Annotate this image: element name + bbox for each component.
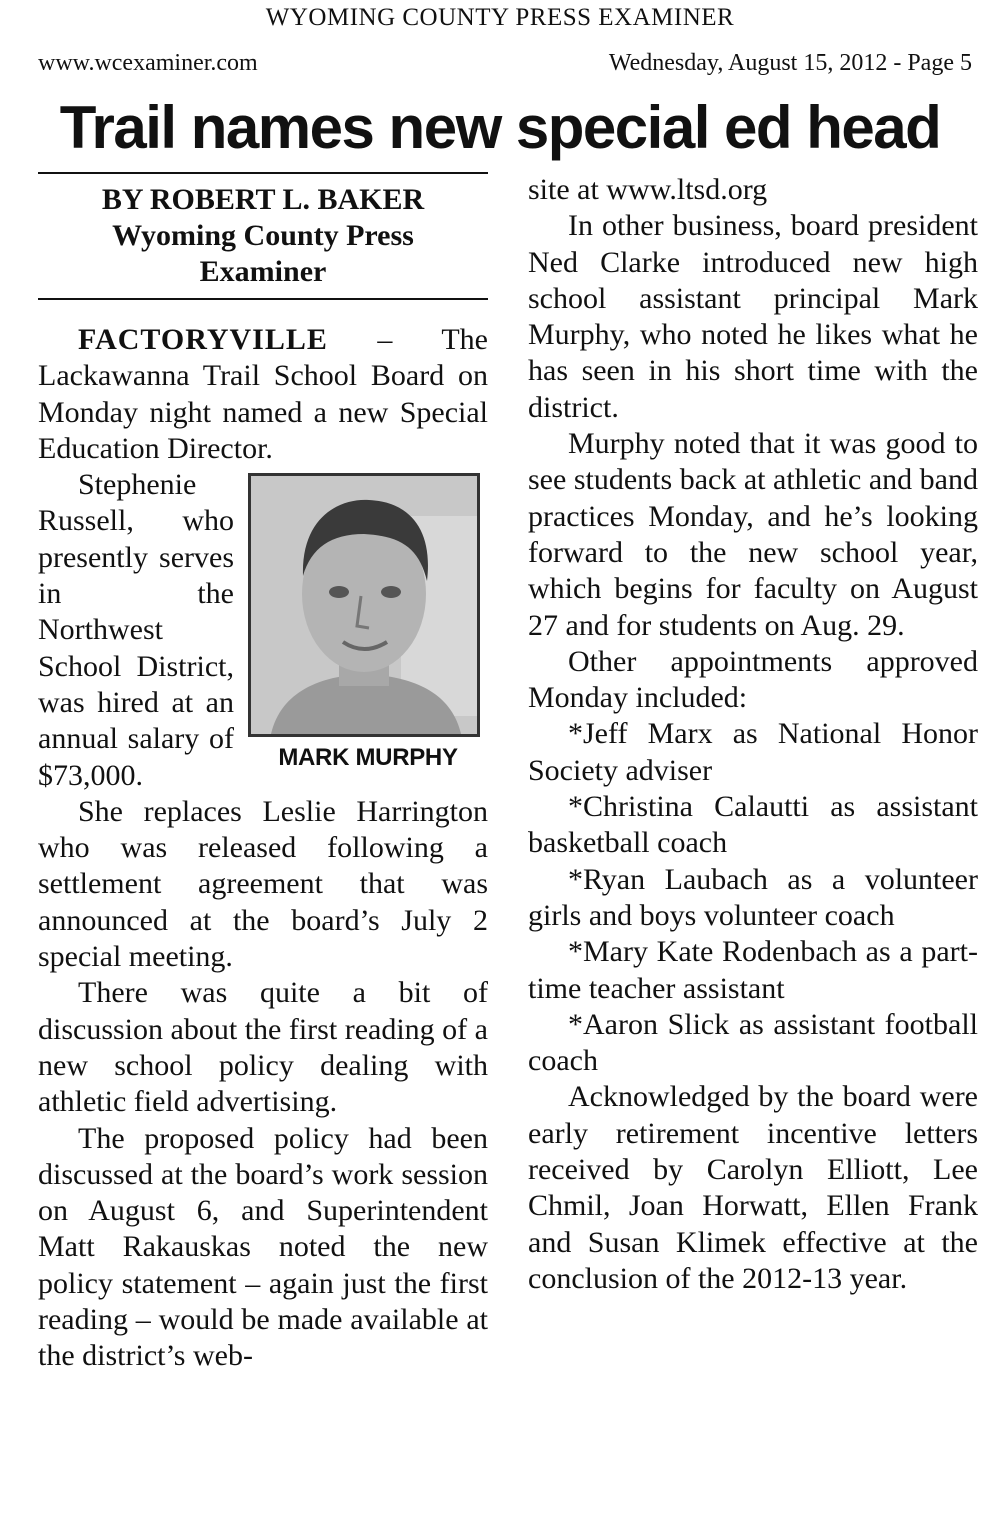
paragraph-9: Acknowledged by the board were early retirement incentive letters received by Carolyn Elliott, Lee Chmil, Joan Horwatt, Ellen Frank and Susan Klimek effective at the conclusion of the 2012-13 year. [528, 1080, 978, 1295]
byline-org-line2: Examiner [199, 255, 327, 288]
website-url: www.wcexaminer.com [38, 50, 258, 76]
paragraph-5: The proposed policy had been discussed at the board’s work session on August 6, and Superintendent Matt Rakauskas noted the new policy statement – again just the first reading – would be made available at the district’s web- [38, 1121, 488, 1373]
paragraph-continued: site at www.ltsd.org [528, 173, 768, 206]
paragraph-3: She replaces Leslie Harrington who was released following a settlement agreement that was announced at the board’s July 2 special meeting. [38, 794, 488, 974]
byline [38, 174, 488, 298]
byline-org-line1: Wyoming County Press [112, 219, 414, 252]
appointment-item: *Mary Kate Rodenbach as a part-time teacher assistant [528, 935, 978, 1005]
dateline-location: FACTORYVILLE [78, 323, 328, 356]
right-column [528, 172, 978, 1297]
paragraph-7: Murphy noted that it was good to see students back at athletic and band practices Monday, and he’s looking forward to the new school year, which begins for faculty on August 27 and for students on Aug. 29. [528, 427, 978, 642]
issue-date-page: Wednesday, August 15, 2012 - Page 5 [608, 50, 972, 76]
masthead: WYOMING COUNTY PRESS EXAMINER [265, 4, 735, 31]
paragraph-4: There was quite a bit of discussion about the first reading of a new school policy dealing with athletic field advertising. [38, 976, 488, 1119]
byline-bottom-rule [38, 298, 488, 300]
headline: Trail names new special ed head [59, 94, 941, 161]
paragraph-2: Stephenie Russell, who presently serves in the Northwest School District, was hired at an annual salary of $73,000. [38, 468, 234, 792]
photo-caption: MARK MURPHY [278, 744, 458, 772]
portrait-illustration [251, 476, 477, 734]
paragraph-8: Other appointments approved Monday included: [528, 644, 978, 715]
left-column [38, 172, 488, 1375]
paragraph-6: In other business, board president Ned Clarke introduced new high school assistant principal Mark Murphy, who noted he likes what he has seen in his short time with the district. [528, 209, 978, 424]
portrait-photo [248, 473, 480, 737]
appointment-item: *Christina Calautti as assistant basketball coach [528, 790, 978, 860]
byline-author: BY ROBERT L. BAKER [101, 183, 425, 216]
appointment-item: *Aaron Slick as assistant football coach [528, 1007, 978, 1078]
paragraph-lead [38, 322, 488, 467]
appointment-item: *Ryan Laubach as a volunteer girls and boys volunteer coach [528, 862, 978, 932]
appointment-item: *Jeff Marx as National Honor Society adviser [528, 717, 978, 787]
lead-text: – The Lackawanna Trail School Board on Monday night named a new Special Education Director. [38, 323, 488, 465]
photo-block [248, 473, 488, 773]
